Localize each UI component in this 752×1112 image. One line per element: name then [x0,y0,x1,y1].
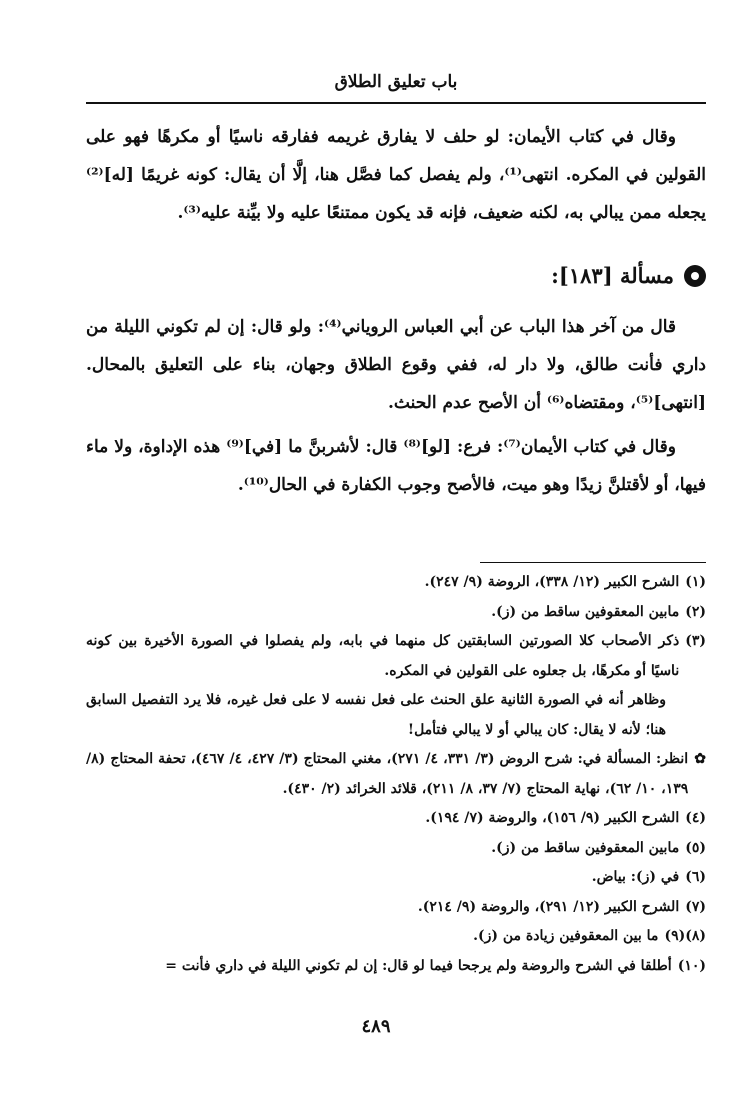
paragraph-2 [86,308,706,422]
footnote-number: (٦) [685,869,706,885]
footnote [86,863,706,893]
footnote-text: وظاهر أنه في الصورة الثانية علق الحنث على فعل نفسه لا على فعل غيره، فلا يرد التفصيل السابق هنا؛ لأنه لا يقال: كان يبالي أو لا يبالي فتأمل! [86,692,666,738]
footnote [86,804,706,834]
footnote-text: الشرح الكبير (٩/ ١٥٦)، والروضة (٧/ ١٩٤). [425,810,680,826]
footnote [86,952,706,982]
footnote-text: انظر: المسألة في: شرح الروض (٣/ ٣٣١، ٤/ ٢٧١)، مغني المحتاج (٣/ ٤٢٧، ٤/ ٤٦٧)، تحفة المحتاج (٨/ ١٣٩، ١٠/ ٦٢)، نهاية المحتاج (٧/ ٣٧، ٨/ ٢١١)، قلائد الخرائد (٢/ ٤٣٠). [86,751,689,797]
footnote [86,568,706,598]
paragraph-1-text: وقال في كتاب الأيمان: لو حلف لا يفارق غريمه ففارقه ناسيًا أو مكرهًا فهو على القولين في المكره. انتهى⁽¹⁾، ولم يفصل كما فصَّل هنا، إلَّا أن يقال: كونه غريمًا [له]⁽²⁾ يجعله ممن يبالي به، لكنه ضعيف، فإنه قد يكون ممتنعًا عليه ولا بيِّنة عليه⁽³⁾. [86,127,706,223]
footnote-number: (٨)(٩) [664,928,706,944]
footnote [86,893,706,923]
footnote-number: (٢) [685,603,706,620]
footnote-number: (١٠) [677,957,706,974]
footnote-text: الشرح الكبير (١٢/ ٣٣٨)، الروضة (٩/ ٢٤٧). [424,574,680,590]
section-heading [86,258,706,294]
footnote-continuation [86,686,706,745]
footnote-number: (٥) [685,839,706,856]
footnote-text: ذكر الأصحاب كلا الصورتين السابقتين كل منهما في بابه، ولم يفصلوا في الصورة الأخيرة بين كونه ناسيًا أو مكرهًا، بل جعلوه على القولين في المكره. [86,633,680,679]
page-number: ٤٨٩ [361,1016,391,1037]
footnote-text: في (ز): بياض. [591,869,680,885]
flower-ornament-icon [684,265,706,287]
footnote-references [86,745,706,804]
header-rule [86,102,706,104]
footnotes [86,568,706,981]
paragraph-3-text: وقال في كتاب الأيمان⁽⁷⁾: فرع: [لو]⁽⁸⁾ قال: لأشربنَّ ما [في]⁽⁹⁾ هذه الإداوة، ولا ماء فيها، أو لأقتلنَّ زيدًا وهو ميت، فالأصح وجوب الكفارة في الحال⁽¹⁰⁾. [86,437,706,495]
footnote-separator [480,562,706,563]
footnote-text: الشرح الكبير (١٢/ ٢٩١)، والروضة (٩/ ٢١٤). [417,898,680,915]
footnote [86,922,706,952]
footnote [86,598,706,628]
footnote-text: أطلقا في الشرح والروضة ولم يرجحا فيما لو قال: إن لم تكوني الليلة في داري فأنت = [165,957,672,974]
footnote-number: (٧) [685,898,706,915]
flower-mark-icon: ✿ [694,751,706,767]
footnote [86,834,706,864]
section-title: مسألة [١٨٣]: [551,263,674,288]
footnote-number: (٣) [685,633,706,649]
paragraph-2-text: قال من آخر هذا الباب عن أبي العباس الروياني⁽⁴⁾: ولو قال: إن لم تكوني الليلة من داري فأنت طالق، ولا دار له، ففي وقوع الطلاق وجهان، بناء على التعليق بالمحال. [انتهى]⁽⁵⁾، ومقتضاه⁽⁶⁾ أن الأصح عدم الحنث. [86,317,706,413]
running-head: باب تعليق الطلاق [334,72,458,92]
paragraph-3 [86,428,706,504]
footnote-text: مابين المعقوفين ساقط من (ز). [491,603,680,620]
footnote-text: ما بين المعقوفين زيادة من (ز). [473,928,659,944]
footnote [86,627,706,686]
footnote-text: مابين المعقوفين ساقط من (ز). [491,839,680,856]
footnote-number: (٤) [685,810,706,826]
footnote-number: (١) [685,574,706,590]
paragraph-1 [86,118,706,232]
